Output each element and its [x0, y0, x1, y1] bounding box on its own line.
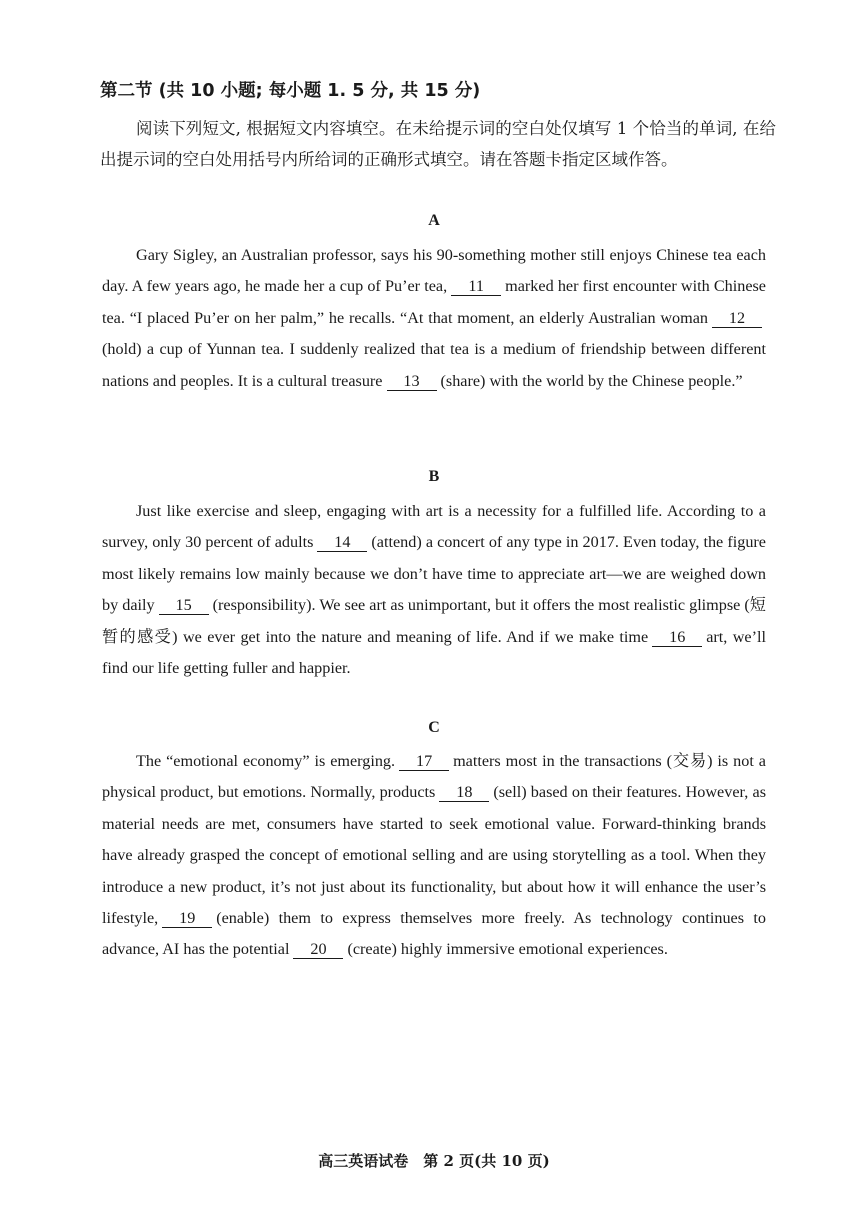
- blank-18[interactable]: 18: [439, 783, 489, 802]
- blank-15[interactable]: 15: [159, 596, 209, 615]
- passage-a-text: (share) with the world by the Chinese people.”: [440, 371, 743, 390]
- blank-13[interactable]: 13: [387, 372, 437, 391]
- blank-11[interactable]: 11: [451, 277, 501, 296]
- passage-c-label: C: [428, 719, 440, 736]
- blank-17[interactable]: 17: [399, 752, 449, 771]
- passage-b-label: B: [428, 468, 440, 485]
- passage-c-text: matters most in the transactions (交易) is not a physical product, but emotions. Normally, products: [102, 752, 766, 802]
- page-footer: 高三英语试卷 第 2 页(共 10 页): [318, 1152, 550, 1170]
- passage-b-text: art, we’ll find our life getting fuller and happier.: [102, 627, 766, 678]
- blank-14[interactable]: 14: [317, 533, 367, 552]
- passage-c: [102, 746, 766, 966]
- blank-20[interactable]: 20: [293, 940, 343, 959]
- blank-16[interactable]: 16: [652, 628, 702, 647]
- passage-b-text: (attend) a concert of any type in 2017. Even today, the figure most likely remains low mainly because we don’t have time to appreciate art—we are weighed down by daily: [102, 533, 766, 615]
- blank-19[interactable]: 19: [162, 909, 212, 928]
- passage-c-text: (sell) based on their features. However, as material needs are met, consumers have started to seek emotional value. Forward-thinking brands have already grasped the concept of emotional selling and are using storytelling as a tool. When they introduce a new product, it’s not just about its functionality, but about how it will enhance the user’s lifestyle,: [102, 783, 766, 928]
- passage-b: [102, 496, 766, 684]
- passage-a: [102, 240, 766, 397]
- section-title: 第二节 (共 10 小题; 每小题 1. 5 分, 共 15 分): [100, 81, 481, 101]
- passage-c-text: (enable) them to express themselves more freely. As technology continues to advance, AI has the potential: [102, 909, 766, 959]
- passage-a-text: Gary Sigley, an Australian professor, says his 90-something mother still enjoys Chinese tea each day. A few years ago, he made her a cup of Pu’er tea,: [102, 246, 766, 296]
- passage-a-text: marked her first encounter with Chinese tea. “I placed Pu’er on her palm,” he recalls. “At that moment, an elderly Australian woman: [102, 277, 766, 327]
- passage-b-text: Just like exercise and sleep, engaging with art is a necessity for a fulfilled life. According to a survey, only 30 percent of adults: [102, 502, 766, 552]
- passage-b-text: (responsibility). We see art as unimportant, but it offers the most realistic glimpse (短暂的感受) we ever get into the nature and meaning of life. And if we make time: [102, 596, 766, 646]
- passage-c-text: The “emotional economy” is emerging.: [136, 752, 396, 770]
- blank-12[interactable]: 12: [712, 309, 762, 328]
- passage-a-label: A: [428, 212, 440, 229]
- passage-a-text: (hold) a cup of Yunnan tea. I suddenly realized that tea is a medium of friendship between different nations and peoples. It is a cultural treasure: [102, 340, 766, 390]
- section-instructions: 阅读下列短文, 根据短文内容填空。在未给提示词的空白处仅填写 1 个恰当的单词, 在给出提示词的空白处用括号内所给词的正确形式填空。请在答题卡指定区域作答。: [100, 119, 776, 169]
- passage-c-text: (create) highly immersive emotional experiences.: [347, 940, 668, 959]
